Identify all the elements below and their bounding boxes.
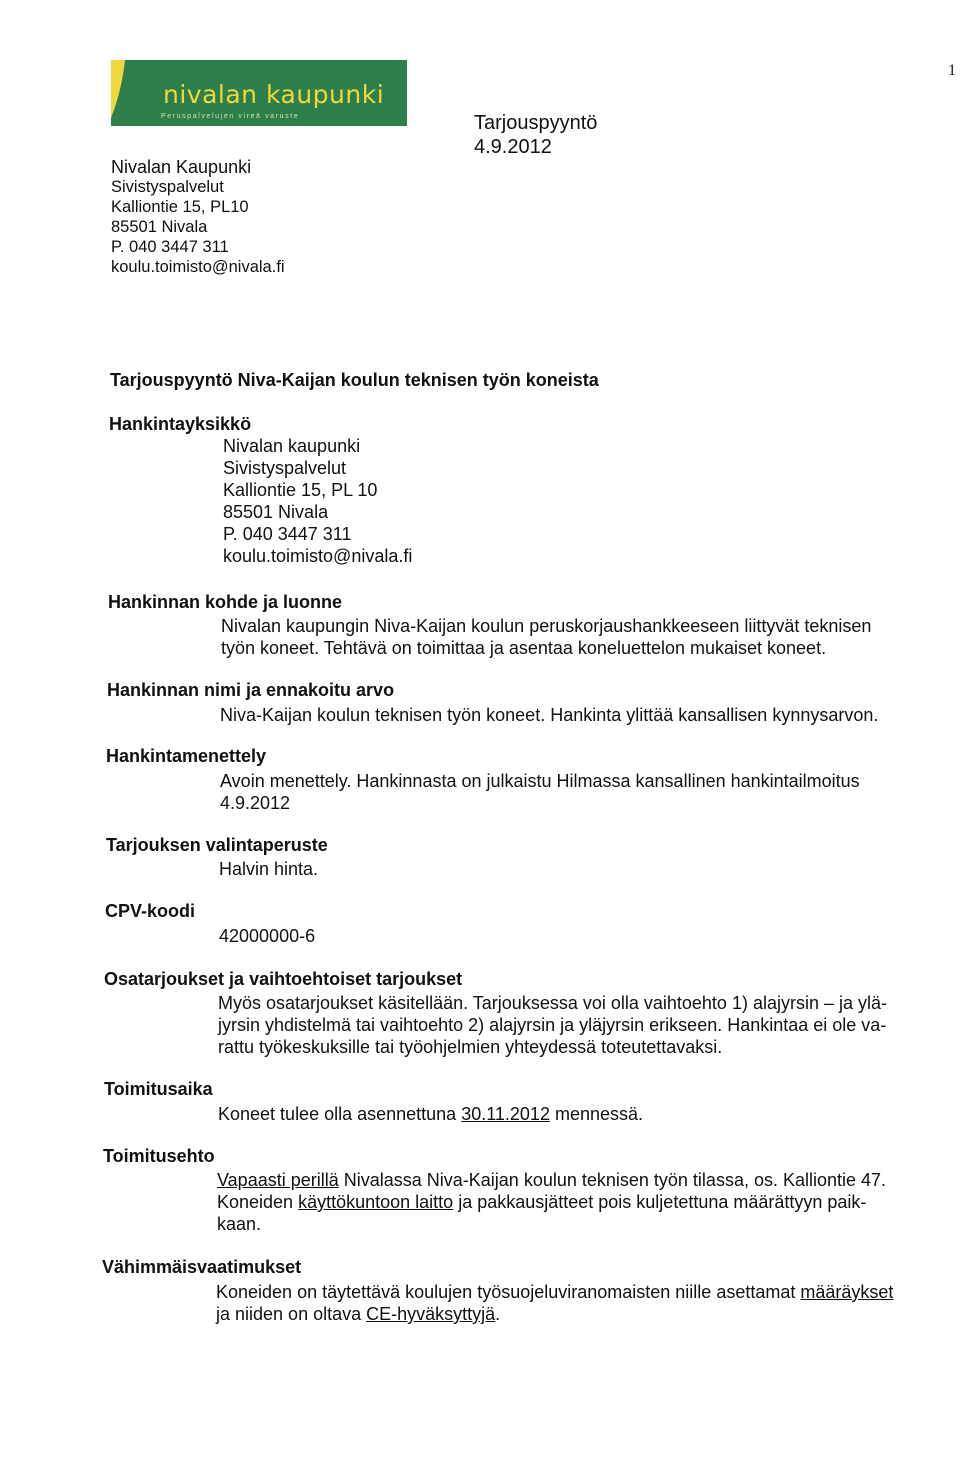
delivery-terms-link: Vapaasti perillä — [217, 1170, 339, 1190]
unit-line: Sivistyspalvelut — [223, 458, 347, 478]
requirements-text: ja niiden on oltava — [216, 1304, 367, 1324]
delivery-time-text — [218, 1103, 643, 1125]
document-title: Tarjouspyyntö Niva-Kaijan koulun teknisen työn koneista — [110, 370, 599, 390]
name-value-text: Niva-Kaijan koulun teknisen työn koneet. Hankinta ylittää kansallisen kynnysarvon. — [220, 705, 879, 725]
variants-line: jyrsin yhdistelmä tai vaihtoehto 2) alajyrsin ja yläjyrsin erikseen. Hankintaa ei ole va- — [218, 1015, 887, 1035]
unit-block — [223, 435, 412, 567]
sender-dept: Sivistyspalvelut — [111, 178, 224, 196]
delivery-terms-link: käyttökuntoon laitto — [298, 1192, 454, 1212]
requirements-line — [216, 1281, 893, 1303]
delivery-date: 30.11.2012 — [461, 1104, 550, 1124]
cpv-heading: CPV-koodi — [105, 901, 196, 921]
unit-line: P. 040 3447 311 — [223, 524, 352, 544]
sender-name: Nivalan Kaupunki — [111, 157, 252, 177]
delivery-terms-heading: Toimitusehto — [103, 1146, 215, 1166]
procedure-heading: Hankintamenettely — [106, 746, 267, 766]
subject-line: Nivalan kaupungin Niva-Kaijan koulun peruskorjaushankkeeseen liittyvät teknisen — [221, 616, 872, 636]
requirements-link: määräykset — [800, 1282, 894, 1302]
procedure-line: 4.9.2012 — [220, 793, 291, 813]
variants-line: Myös osatarjoukset käsitellään. Tarjouksessa voi olla vaihtoehto 1) alajyrsin – ja ylä- — [218, 993, 887, 1013]
delivery-time-heading: Toimitusaika — [104, 1079, 213, 1099]
subject-line: työn koneet. Tehtävä on toimittaa ja asentaa koneluettelon mukaiset koneet. — [221, 638, 827, 658]
delivery-terms-line — [217, 1191, 886, 1213]
subject-heading: Hankinnan kohde ja luonne — [108, 592, 343, 612]
leaf-icon — [111, 60, 129, 118]
requirements-block — [216, 1281, 893, 1325]
unit-line: 85501 Nivala — [223, 502, 329, 522]
sender-street: Kalliontie 15, PL10 — [111, 198, 249, 216]
delivery-terms-text: ja pakkausjätteet pois kuljetettuna määrättyyn paik- — [453, 1192, 867, 1212]
requirements-heading: Vähimmäisvaatimukset — [102, 1257, 302, 1277]
sender-phone: P. 040 3447 311 — [111, 238, 229, 256]
criteria-text: Halvin hinta. — [219, 859, 319, 879]
document-type: Tarjouspyyntö — [474, 112, 598, 134]
logo-brand: nivalan kaupunki — [163, 80, 385, 109]
delivery-time-before: Koneet tulee olla asennettuna — [218, 1104, 462, 1124]
delivery-terms-block — [217, 1169, 886, 1235]
procedure-block — [220, 770, 860, 814]
page-number: 1 — [948, 62, 956, 79]
document-info — [474, 111, 597, 159]
delivery-terms-text: Nivalassa Niva-Kaijan koulun teknisen työn tilassa, os. Kalliontie 47. — [338, 1170, 887, 1190]
name-value-heading: Hankinnan nimi ja ennakoitu arvo — [107, 680, 395, 700]
unit-line: Kalliontie 15, PL 10 — [223, 480, 378, 500]
unit-line: Nivalan kaupunki — [223, 436, 361, 456]
sender-address — [111, 157, 285, 277]
sender-email[interactable]: koulu.toimisto@nivala.fi — [111, 258, 285, 276]
delivery-terms-line: kaan. — [217, 1214, 262, 1234]
requirements-text: . — [495, 1304, 501, 1324]
delivery-terms-text: Koneiden — [217, 1192, 299, 1212]
delivery-terms-line — [217, 1169, 886, 1191]
variants-block — [218, 992, 887, 1058]
variants-line: rattu työkeskuksille tai työohjelmien yhteydessä toteutettavaksi. — [218, 1037, 723, 1057]
cpv-code: 42000000-6 — [219, 926, 316, 946]
unit-email[interactable]: koulu.toimisto@nivala.fi — [223, 546, 413, 566]
logo-tagline: Peruspalvelujen vireä varuste — [161, 113, 300, 120]
procedure-line: Avoin menettely. Hankinnasta on julkaistu Hilmassa kansallinen hankintailmoitus — [220, 771, 860, 791]
unit-heading: Hankintayksikkö — [109, 414, 252, 434]
criteria-heading: Tarjouksen valintaperuste — [106, 835, 328, 855]
sender-postal: 85501 Nivala — [111, 218, 208, 236]
delivery-time-after: mennessä. — [549, 1104, 644, 1124]
requirements-text: Koneiden on täytettävä koulujen työsuojeluviranomaisten niille asettamat — [216, 1282, 801, 1302]
document-date: 4.9.2012 — [474, 136, 552, 158]
nivala-logo — [111, 60, 407, 126]
requirements-link: CE-hyväksyttyjä — [366, 1304, 496, 1324]
requirements-line — [216, 1303, 893, 1325]
variants-heading: Osatarjoukset ja vaihtoehtoiset tarjoukset — [104, 969, 463, 989]
subject-block — [221, 615, 871, 659]
